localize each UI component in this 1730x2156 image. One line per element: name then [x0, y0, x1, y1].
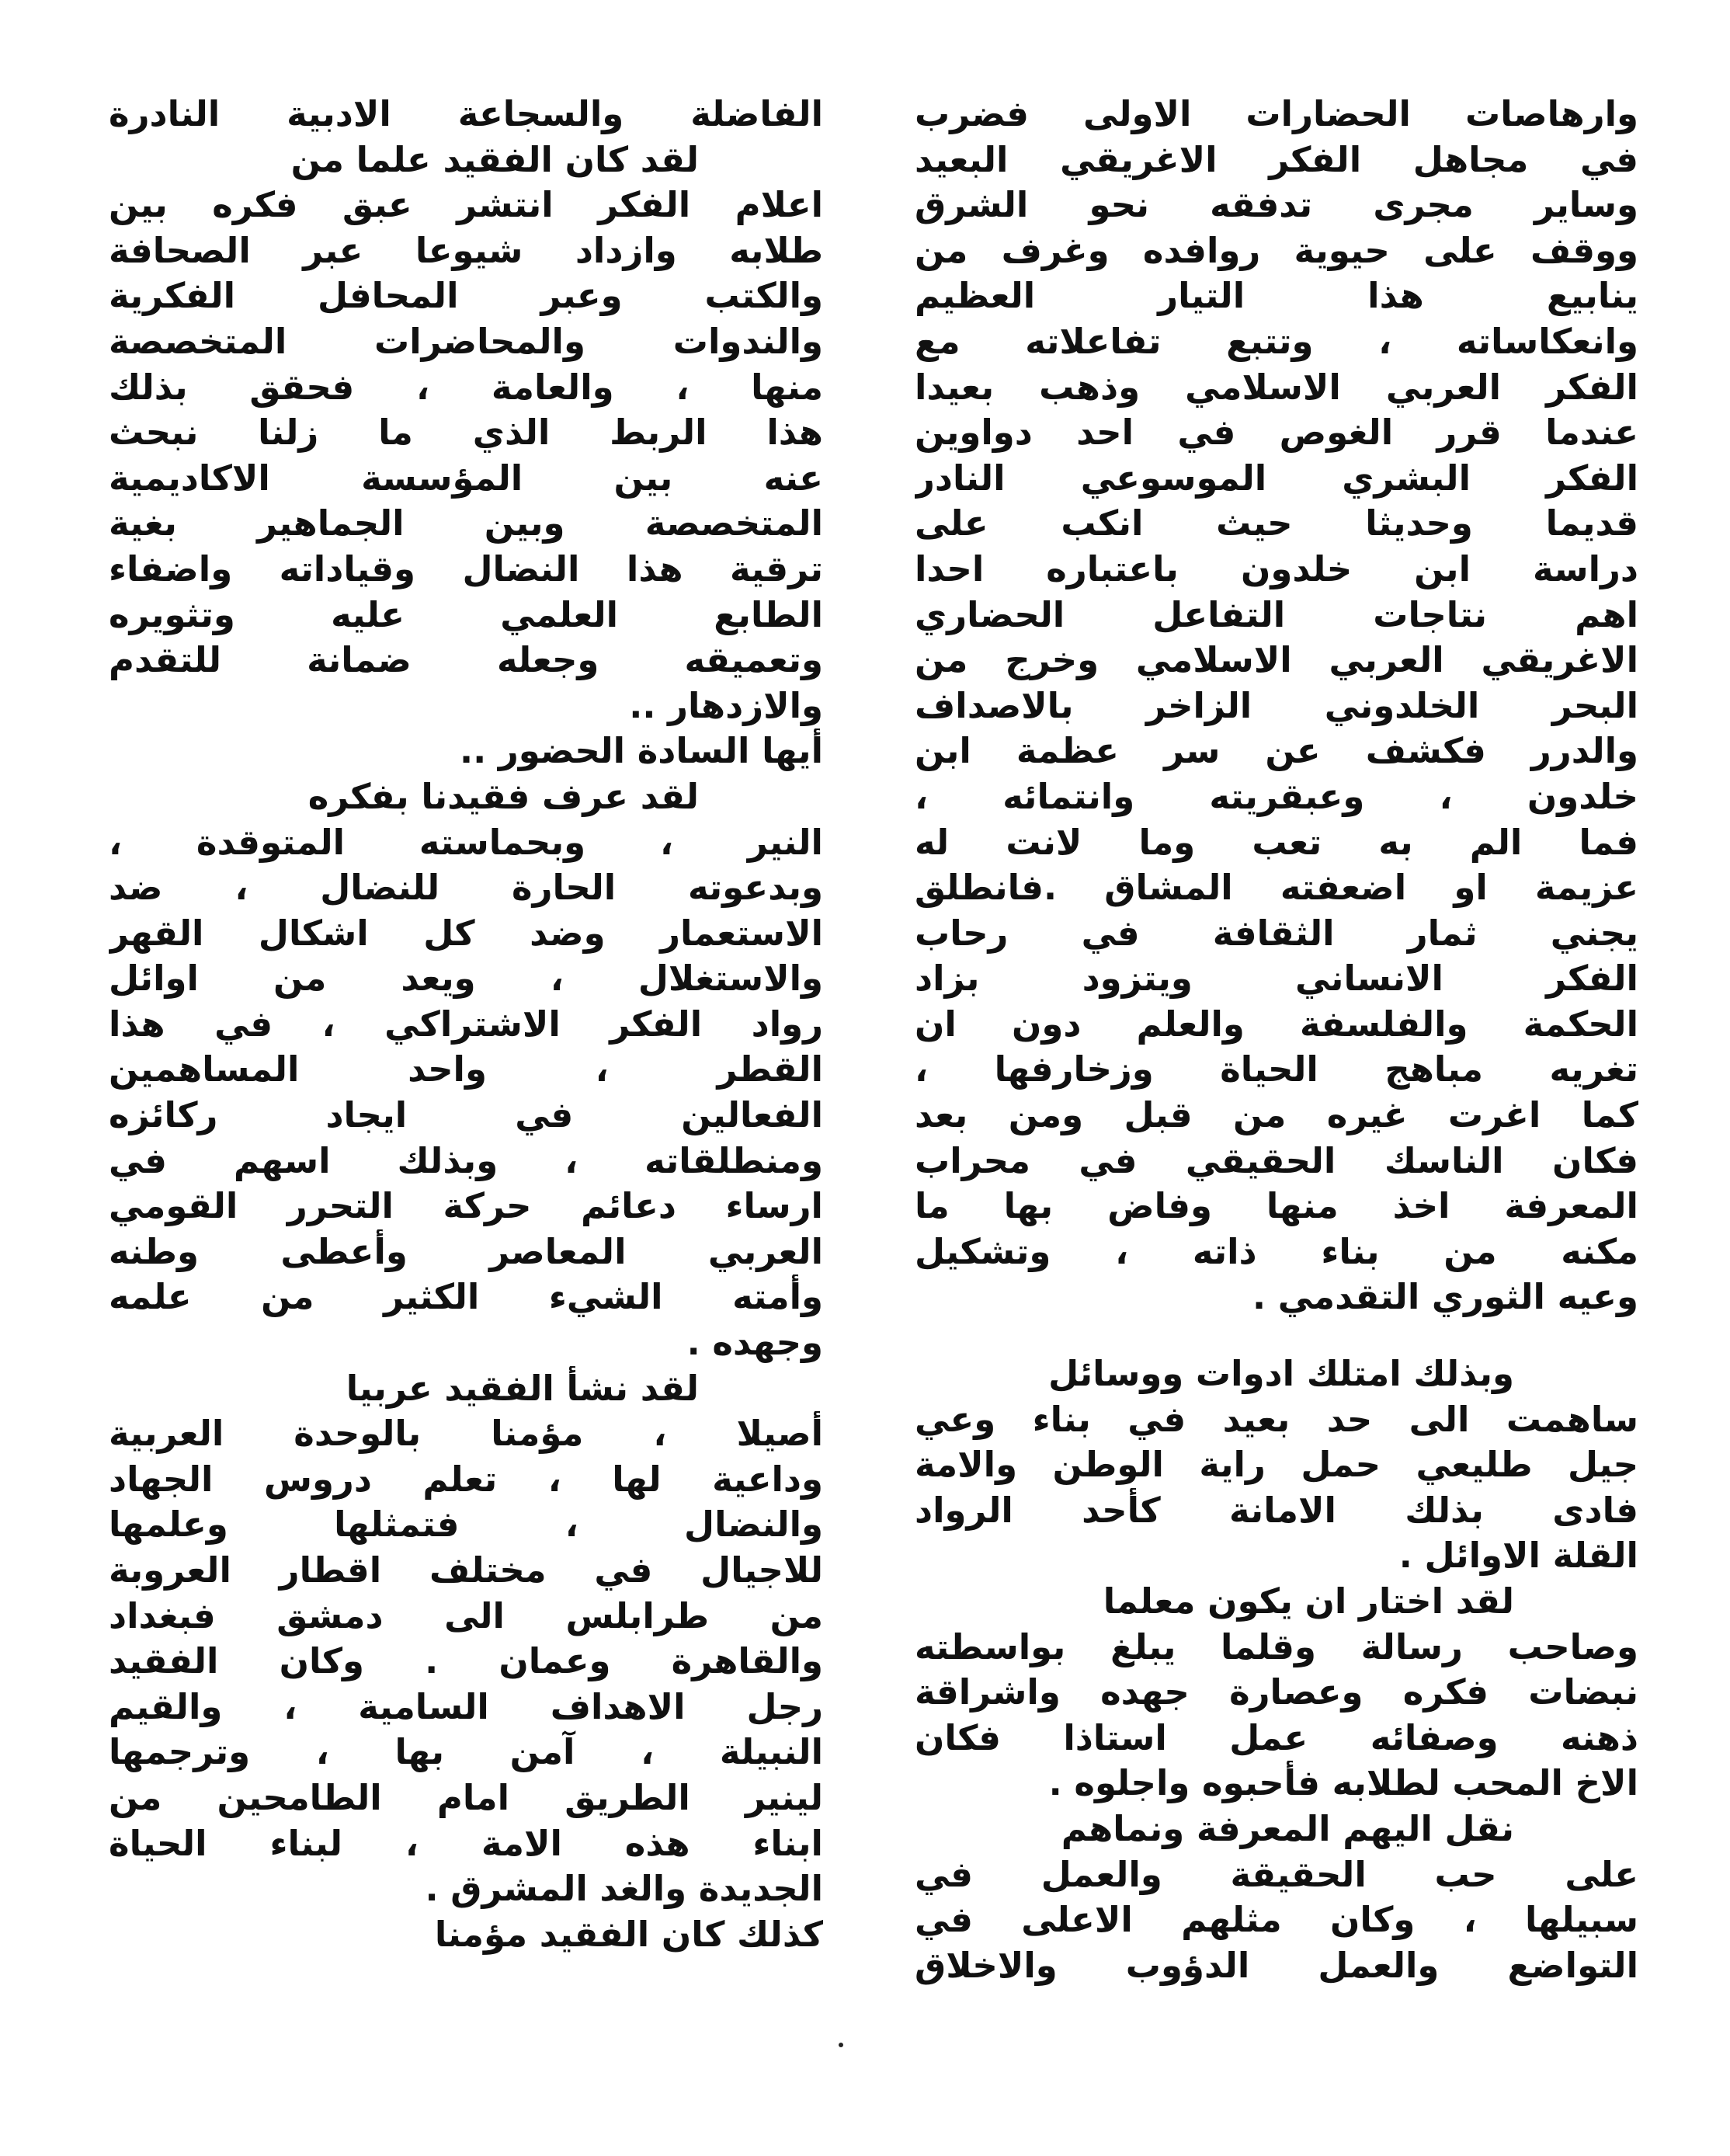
text-line: ذهنه وصفائه عمل استاذا فكان [915, 1716, 1638, 1758]
text-line: المتخصصة وبين الجماهير بغية [109, 502, 823, 544]
section-heading: أيها السادة الحضور .. [460, 730, 823, 772]
text-line: على حب الحقيقة والعمل في [915, 1853, 1638, 1895]
text-line: والكتب وعبر المحافل الفكرية [109, 275, 823, 317]
text-line: القطر ، واحد المساهمين [109, 1048, 823, 1090]
text-line: النير ، وبحماسته المتوقدة ، [109, 821, 823, 863]
text-line: لقد نشأ الفقيد عربيا [346, 1367, 699, 1409]
scan-speck [839, 2043, 843, 2047]
text-line: ابناء هذه الامة ، لبناء الحياة [109, 1822, 823, 1864]
text-line: ترقية هذا النضال وقياداته واضفاء [109, 548, 823, 589]
text-line: وأمته الشيء الكثير من علمه [109, 1276, 823, 1318]
text-line: لقد كان الفقيد علما من [290, 138, 699, 180]
text-line: والاستغلال ، ويعد من اوائل [109, 958, 823, 1000]
text-line: أصيلا ، مؤمنا بالوحدة العربية [109, 1413, 823, 1455]
text-line: عزيمة او اضعفته المشاق .فانطلق [915, 867, 1638, 909]
text-line: الفعالين في ايجاد ركائزه [109, 1094, 823, 1136]
text-line: يجني ثمار الثقافة في رحاب [915, 912, 1638, 954]
text-line: وساير مجرى تدفقه نحو الشرق [915, 184, 1638, 226]
text-line: والنضال ، فتمثلها وعلمها [109, 1504, 823, 1546]
text-line: الفكر الانساني ويتزود بزاد [915, 958, 1638, 1000]
text-line: من طرابلس الى دمشق فبغداد [109, 1594, 823, 1636]
text-line: البحر الخلدوني الزاخر بالاصداف [915, 684, 1638, 726]
text-line: الفاضلة والسجاعة الادبية النادرة [109, 93, 823, 134]
text-line: اعلام الفكر انتشر عبق فكره بين [109, 184, 823, 226]
text-line: اهم نتاجات التفاعل الحضاري [915, 593, 1638, 635]
text-line: وعيه الثوري التقدمي . [1252, 1276, 1638, 1318]
text-line [915, 1320, 1638, 1351]
text-line: خلدون ، وعبقريته وانتمائه ، [915, 775, 1638, 817]
text-line: كما اغرت غيره من قبل ومن بعد [915, 1094, 1638, 1136]
text-line: الحكمة والفلسفة والعلم دون ان [915, 1003, 1638, 1045]
text-line: المعرفة اخذ منها وفاض بها ما [915, 1185, 1638, 1227]
text-line: تغريه مباهج الحياة وزخارفها ، [915, 1048, 1638, 1090]
text-line: دراسة ابن خلدون باعتباره احدا [915, 548, 1638, 589]
text-line: عندما قرر الغوص في احد دواوين [915, 412, 1638, 454]
text-line: الاستعمار وضد كل اشكال القهر [109, 912, 823, 954]
text-line: هذا الربط الذي ما زلنا نبحث [109, 412, 823, 454]
text-line: والقاهرة وعمان . وكان الفقيد [109, 1640, 823, 1682]
text-line: لقد عرف فقيدنا بفكره [307, 775, 699, 817]
text-line: لقد اختار ان يكون معلما [1103, 1580, 1514, 1622]
text-line: العربي المعاصر وأعطى وطنه [109, 1230, 823, 1272]
text-line: وبذلك امتلك ادوات ووسائل [1048, 1353, 1514, 1395]
text-line: جيل طليعي حمل راية الوطن والامة [915, 1444, 1638, 1486]
text-line: الطابع العلمي عليه وتثويره [109, 593, 823, 635]
text-line: وتعميقه وجعله ضمانة للتقدم [109, 639, 823, 681]
text-line: نبضات فكره وعصارة جهده واشراقة [915, 1671, 1638, 1713]
text-line: وارهاصات الحضارات الاولى فضرب [915, 93, 1638, 134]
text-line: القلة الاوائل . [1398, 1535, 1638, 1577]
text-line: والدرر فكشف عن سر عظمة ابن [915, 730, 1638, 772]
right-text-column [915, 92, 1638, 1988]
text-line: ووقف على حيوية روافده وغرف من [915, 229, 1638, 271]
text-line: الفكر البشري الموسوعي النادر [915, 457, 1638, 499]
text-line: والندوات والمحاضرات المتخصصة [109, 320, 823, 362]
text-line: فكان الناسك الحقيقي في محراب [915, 1139, 1638, 1181]
text-line: للاجيال في مختلف اقطار العروبة [109, 1549, 823, 1591]
text-line: ومنطلقاته ، وبذلك اسهم في [109, 1139, 823, 1181]
text-line: التواضع والعمل الدؤوب والاخلاق [915, 1944, 1638, 1986]
text-line: رجل الاهداف السامية ، والقيم [109, 1685, 823, 1727]
text-line: والازدهار .. [629, 684, 823, 726]
text-line: نقل اليهم المعرفة ونماهم [1061, 1807, 1514, 1849]
text-line: الاغريقي العربي الاسلامي وخرج من [915, 639, 1638, 681]
text-line: قديما وحديثا حيث انكب على [915, 502, 1638, 544]
text-line: طلابه وازداد شيوعا عبر الصحافة [109, 229, 823, 271]
text-line: في مجاهل الفكر الاغريقي البعيد [915, 138, 1638, 180]
text-line: فادى بذلك الامانة كأحد الرواد [915, 1489, 1638, 1531]
text-line: سبيلها ، وكان مثلهم الاعلى في [915, 1899, 1638, 1941]
text-line: كذلك كان الفقيد مؤمنا [434, 1913, 823, 1955]
text-line: الفكر العربي الاسلامي وذهب بعيدا [915, 366, 1638, 408]
text-line: فما الم به تعب وما لانت له [915, 821, 1638, 863]
text-line: ينابيع هذا التيار العظيم [915, 275, 1638, 317]
text-line: وجهده . [686, 1322, 823, 1364]
text-line: رواد الفكر الاشتراكي ، في هذا [109, 1003, 823, 1045]
text-line: لينير الطريق امام الطامحين من [109, 1776, 823, 1818]
text-line: عنه بين المؤسسة الاكاديمية [109, 457, 823, 499]
left-text-column [109, 92, 823, 1957]
text-line: الاخ المحب لطلابه فأحبوه واجلوه . [1048, 1762, 1638, 1804]
text-line: ساهمت الى حد بعيد في بناء وعي [915, 1398, 1638, 1440]
text-line: النبيلة ، آمن بها ، وترجمها [109, 1731, 823, 1773]
text-line: وصاحب رسالة وقلما يبلغ بواسطته [915, 1626, 1638, 1667]
text-line: منها ، والعامة ، فحقق بذلك [109, 366, 823, 408]
text-line: الجديدة والغد المشرق . [425, 1868, 823, 1910]
text-line: وانعكاساته ، وتتبع تفاعلاته مع [915, 320, 1638, 362]
text-line: ارساء دعائم حركة التحرر القومي [109, 1185, 823, 1227]
text-line: وداعية لها ، تعلم دروس الجهاد [109, 1458, 823, 1500]
text-line: مكنه من بناء ذاته ، وتشكيل [915, 1230, 1638, 1272]
text-line: وبدعوته الحارة للنضال ، ضد [109, 867, 823, 909]
